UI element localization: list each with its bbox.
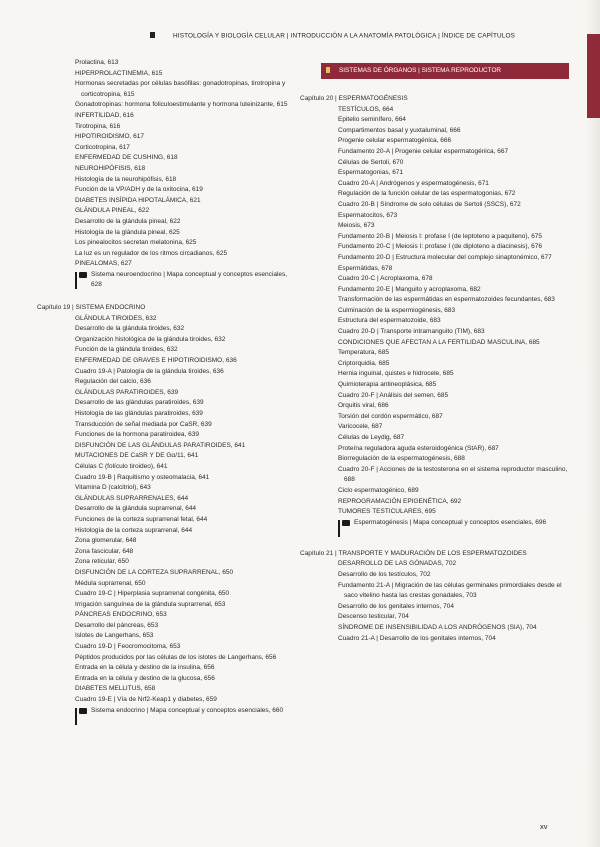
toc-entry: Epitelio seminífero, 664 [338,116,406,124]
toc-entry: SÍNDROME DE INSENSIBILIDAD A LOS ANDRÓGENOS (SIA), 704 [338,623,537,631]
toc-entry: HIPOTIROIDISMO, 617 [75,133,144,141]
toc-entry: Entrada en la célula y destino de la glucosa, 656 [75,674,215,682]
toc-entry: Organización histológica de la glándula tiroides, 632 [75,335,226,343]
toc-entry: ENFERMEDAD DE GRAVES E HIPOTIROIDISMO, 636 [75,357,237,365]
toc-entry: Histología de las glándulas paratiroides, 639 [75,410,203,417]
toc-entry: Islotes de Langerhans, 653 [75,632,154,640]
page-number: xv [540,822,548,831]
toc-entry: Células de Leydig, 687 [338,434,405,441]
toc-entry: Temperatura, 685 [338,349,389,357]
toc-entry: Orquitis viral, 686 [338,402,389,410]
toc-entry: Cuadro 20-B | Síndrome de solo células de Sertoli (SSCS), 672 [338,200,521,208]
toc-entry: Estructura del espermatozoide, 683 [338,317,441,325]
toc-entry: Fundamento 20-C | Meiosis I: profase I (de diploteno a diacinesis), 676 [338,243,543,251]
toc-entry: MUTACIONES DE CaSR Y DE Gα/11, 641 [75,452,199,460]
toc-entry: Péptidos producidos por las células de los islotes de Langerhans, 656 [75,653,277,661]
toc-entry: TESTÍCULOS, 664 [338,105,394,113]
chapter-heading-21: Capítulo 21 | TRANSPORTE Y MADURACIÓN DE LOS ESPERMATOZOIDES [300,549,527,557]
header-text: HISTOLOGÍA Y BIOLOGÍA CELULAR | INTRODUCCIÓN A LA ANATOMÍA PATOLÓGICA | ÍNDICE DE CAPÍTULOS [173,32,516,40]
toc-entry: Cuadro 19-D | Feocromocitoma, 653 [75,643,181,651]
toc-entry: Histología de la glándula pineal, 625 [75,228,180,236]
toc-entry: Regulación del calcio, 636 [75,378,151,386]
left-pre-list [37,58,292,270]
toc-entry: GLÁNDULA PINEAL, 622 [75,207,150,215]
toc-entry: Cuadro 20-F | Análisis del semen, 685 [338,391,449,399]
system-summary-text: Espermatogénesis | Mapa conceptual y conceptos esenciales, 696 [354,518,547,526]
toc-entry: GLÁNDULAS PARATIROIDES, 639 [75,388,179,396]
toc-entry: Transducción de señal mediada por CaSR, 639 [75,420,212,428]
toc-entry: Cuadro 19-A | Patología de la glándula tiroides, 636 [75,367,224,375]
toc-entry: Desarrollo de la glándula pineal, 622 [75,217,181,225]
toc-entry: Desarrollo de los testículos, 702 [338,570,431,578]
toc-entry: CONDICIONES QUE AFECTAN A LA FERTILIDAD MASCULINA, 685 [338,338,540,346]
toc-entry: Fundamento 20-A | Progenie celular espermatogénica, 667 [338,147,509,155]
toc-entry: Los pinealocitos secretan melatonina, 625 [75,239,197,247]
left-column [37,58,292,725]
toc-entry: Desarrollo de las glándulas paratiroides, 639 [75,399,204,407]
system-summary-entry [75,706,292,725]
toc-entry: Compartimentos basal y yuxtaluminal, 666 [338,126,461,134]
chapter-heading-20: Capítulo 20 | ESPERMATOGÉNESIS [300,95,408,102]
toc-entry: Histología de la neurohipófisis, 618 [75,175,177,183]
chapter-21-entries [300,559,570,644]
toc-entry: DIABETES MELLITUS, 658 [75,685,156,693]
toc-entry: Cuadro 21-A | Desarrollo de los genitales internos, 704 [338,634,496,642]
chapter-20-entries [300,105,570,518]
toc-entry: Torsión del cordón espermático, 687 [338,412,443,420]
toc-entry: Criptorquidia, 685 [338,359,390,367]
toc-entry: Fundamento 20-E | Manguito y acroplaxoma, 682 [338,285,481,293]
toc-entry: INFERTILIDAD, 616 [75,111,134,119]
banner-text: SISTEMAS DE ÓRGANOS | SISTEMA REPRODUCTOR [339,67,502,74]
toc-entry: Cuadro 19-C | Hiperplasia suprarrenal congénita, 650 [75,590,230,598]
section-banner [321,63,569,79]
toc-entry: DIABETES INSÍPIDA HIPOTALÁMICA, 621 [75,196,201,204]
toc-entry: Cuadro 20-A | Andrógenos y espermatogénesis, 671 [338,179,489,187]
toc-entry: Tirotropina, 616 [75,122,121,130]
right-column [300,88,570,644]
system-summary-text: Sistema neuroendocrino | Mapa conceptual y conceptos esenciales, 628 [91,270,288,289]
section-tab-marker [587,34,600,118]
system-summary-entry [338,518,570,537]
toc-entry: HIPERPROLACTINEMIA, 615 [75,69,163,77]
toc-entry: Biorregulación de la espermatogénesis, 688 [338,455,465,463]
system-summary-text: Sistema endocrino | Mapa conceptual y conceptos esenciales, 660 [91,706,284,714]
toc-entry: DESARROLLO DE LAS GÓNADAS, 702 [338,560,457,568]
toc-entry: PINEALOMAS, 627 [75,260,132,268]
toc-entry: Células de Sertoli, 670 [338,158,404,166]
toc-entry: Zona glomerular, 648 [75,537,137,545]
toc-entry: PÁNCREAS ENDOCRINO, 653 [75,611,167,619]
toc-entry: Espermatocitos, 673 [338,211,398,219]
banner-square-icon [326,67,330,73]
toc-entry: Cuadro 20-F | Acciones de la testosterona en el sistema reproductor masculino, 688 [338,465,568,484]
toc-entry: Espermátidas, 678 [338,264,393,272]
chapter-heading-19: Capítulo 19 | SISTEMA ENDOCRINO [37,304,146,312]
toc-entry: Desarrollo del páncreas, 653 [75,621,159,629]
toc-entry: GLÁNDULA TIROIDES, 632 [75,314,157,322]
toc-entry: Culminación de la espermiogénesis, 683 [338,306,456,314]
toc-entry: Transformación de las espermátidas en espermatozoides fecundantes, 683 [338,296,555,304]
toc-entry: Meiosis, 673 [338,222,375,230]
toc-entry: Desarrollo de la glándula suprarrenal, 644 [75,505,197,513]
book-icon [338,520,340,537]
toc-entry: La luz es un regulador de los ritmos circadianos, 625 [75,249,228,257]
toc-entry: Función de la VP/ADH y de la oxitocina, 619 [75,186,203,194]
toc-entry: Desarrollo de los genitales internos, 704 [338,602,454,610]
toc-entry: Irrigación sanguínea de la glándula suprarrenal, 653 [75,600,226,608]
toc-entry: DISFUNCIÓN DE LAS GLÁNDULAS PARATIROIDES, 641 [75,441,246,449]
page-edge [586,0,600,847]
chapter-19-entries [37,314,292,706]
toc-entry: Proteína reguladora aguda esteroidogénica (StAR), 687 [338,444,499,452]
toc-entry: Vitamina D (calcitriol), 643 [75,484,151,492]
toc-entry: NEUROHIPÓFISIS, 618 [75,164,146,172]
toc-entry: Hormonas secretadas por células basófilas: gonadotropinas, tirotropina y corticotropina, 615 [75,80,286,98]
toc-entry: GLÁNDULAS SUPRARRENALES, 644 [75,494,189,502]
toc-entry: Cuadro 20-D | Transporte intramanguito (TIM), 683 [338,328,485,336]
toc-entry: Quimioterapia antineoplásica, 685 [338,381,437,389]
toc-entry: Espermatogonias, 671 [338,169,404,177]
toc-entry: Fundamento 20-D | Estructura molecular del complejo sinaptonémico, 677 [338,253,552,261]
header-square-icon [150,32,155,38]
toc-entry: Hernia inguinal, quistes e hidrocele, 685 [338,370,454,378]
book-icon [75,708,77,725]
system-summary-entry [75,270,292,291]
toc-entry: REPROGRAMACIÓN EPIGENÉTICA, 692 [338,497,462,505]
toc-entry: Cuadro 20-C | Acroplaxoma, 678 [338,275,433,283]
toc-entry: Entrada en la célula y destino de la insulina, 656 [75,664,215,672]
toc-entry: ENFERMEDAD DE CUSHING, 618 [75,154,178,162]
toc-entry: Células C (folículo tiroideo), 641 [75,462,168,470]
toc-entry: Médula suprarrenal, 650 [75,579,146,587]
running-header [150,32,570,40]
toc-entry: Funciones de la corteza suprarrenal fetal, 644 [75,515,208,523]
toc-entry: Desarrollo de la glándula tiroides, 632 [75,325,185,333]
toc-entry: Cuadro 19-E | Vía de Nrf2-Keap1 y diabetes, 659 [75,696,217,704]
toc-entry: Corticotropina, 617 [75,143,130,151]
toc-entry: Zona fascicular, 648 [75,547,134,555]
toc-entry: Zona reticular, 650 [75,558,129,566]
book-icon [75,272,77,289]
toc-entry: Funciones de la hormona paratiroidea, 639 [75,431,199,439]
toc-entry: Varicocele, 687 [338,423,383,431]
toc-entry: TUMORES TESTICULARES, 695 [338,508,436,516]
toc-entry: Función de la glándula tiroides, 632 [75,346,178,354]
toc-entry: Gonadotropinas: hormona foliculoestimulante y hormona luteinizante, 615 [75,101,288,109]
toc-entry: Prolactina, 613 [75,59,119,66]
toc-entry: DISFUNCIÓN DE LA CORTEZA SUPRARRENAL, 650 [75,568,234,576]
toc-entry: Cuadro 19-B | Raquitismo y osteomalacia, 641 [75,473,210,481]
toc-entry: Progenie celular espermatogénica, 666 [338,137,452,145]
toc-entry: Fundamento 20-B | Meiosis I: profase I (de leptoteno a paquiteno), 675 [338,232,543,240]
toc-entry: Fundamento 21-A | Migración de las células germinales primordiales desde el saco vitelino hasta las crestas gonadales, 703 [338,581,562,600]
toc-entry: Descenso testicular, 704 [338,613,409,621]
toc-entry: Histología de la corteza suprarrenal, 644 [75,526,193,534]
toc-entry: Ciclo espermatogénico, 689 [338,486,419,494]
toc-entry: Regulación de la función celular de las espermatogonias, 672 [338,190,516,198]
